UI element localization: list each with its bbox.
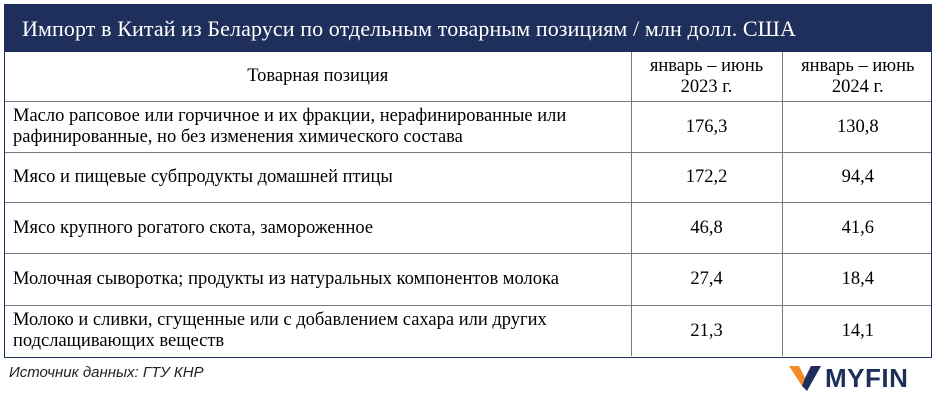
value-2023: 172,2 xyxy=(631,153,782,203)
table-row xyxy=(5,102,932,153)
value-2024: 41,6 xyxy=(782,203,932,254)
header-2024: январь – июнь 2024 г. xyxy=(782,52,932,102)
product-name: Мясо крупного рогатого скота, замороженное xyxy=(5,203,631,254)
header-2023: январь – июнь 2023 г. xyxy=(631,52,782,102)
value-2024: 130,8 xyxy=(782,102,932,153)
value-2024: 18,4 xyxy=(782,254,932,306)
product-name: Молоко и сливки, сгущенные или с добавлением сахара или других подслащивающих веществ xyxy=(5,306,631,357)
import-table-card xyxy=(4,4,932,358)
myfin-v-icon xyxy=(789,364,821,392)
value-2024: 14,1 xyxy=(782,306,932,357)
table-header-row xyxy=(5,52,932,102)
product-name: Мясо и пищевые субпродукты домашней птицы xyxy=(5,153,631,203)
value-2023: 27,4 xyxy=(631,254,782,306)
value-2023: 21,3 xyxy=(631,306,782,357)
product-name: Масло рапсовое или горчичное и их фракции, нерафинированные или рафинированные, но без изменения химического состава xyxy=(5,102,631,153)
header-product: Товарная позиция xyxy=(5,52,631,102)
value-2023: 46,8 xyxy=(631,203,782,254)
table-title: Импорт в Китай из Беларуси по отдельным товарным позициям / млн долл. США xyxy=(5,5,931,52)
table-row xyxy=(5,153,932,203)
table-row xyxy=(5,254,932,306)
source-note: Источник данных: ГТУ КНР xyxy=(9,364,204,381)
logo-text: MYFIN xyxy=(825,362,909,393)
table-row xyxy=(5,203,932,254)
myfin-logo xyxy=(789,363,908,393)
table-row xyxy=(5,306,932,357)
value-2023: 176,3 xyxy=(631,102,782,153)
product-name: Молочная сыворотка; продукты из натуральных компонентов молока xyxy=(5,254,631,306)
import-table xyxy=(5,52,932,356)
value-2024: 94,4 xyxy=(782,153,932,203)
